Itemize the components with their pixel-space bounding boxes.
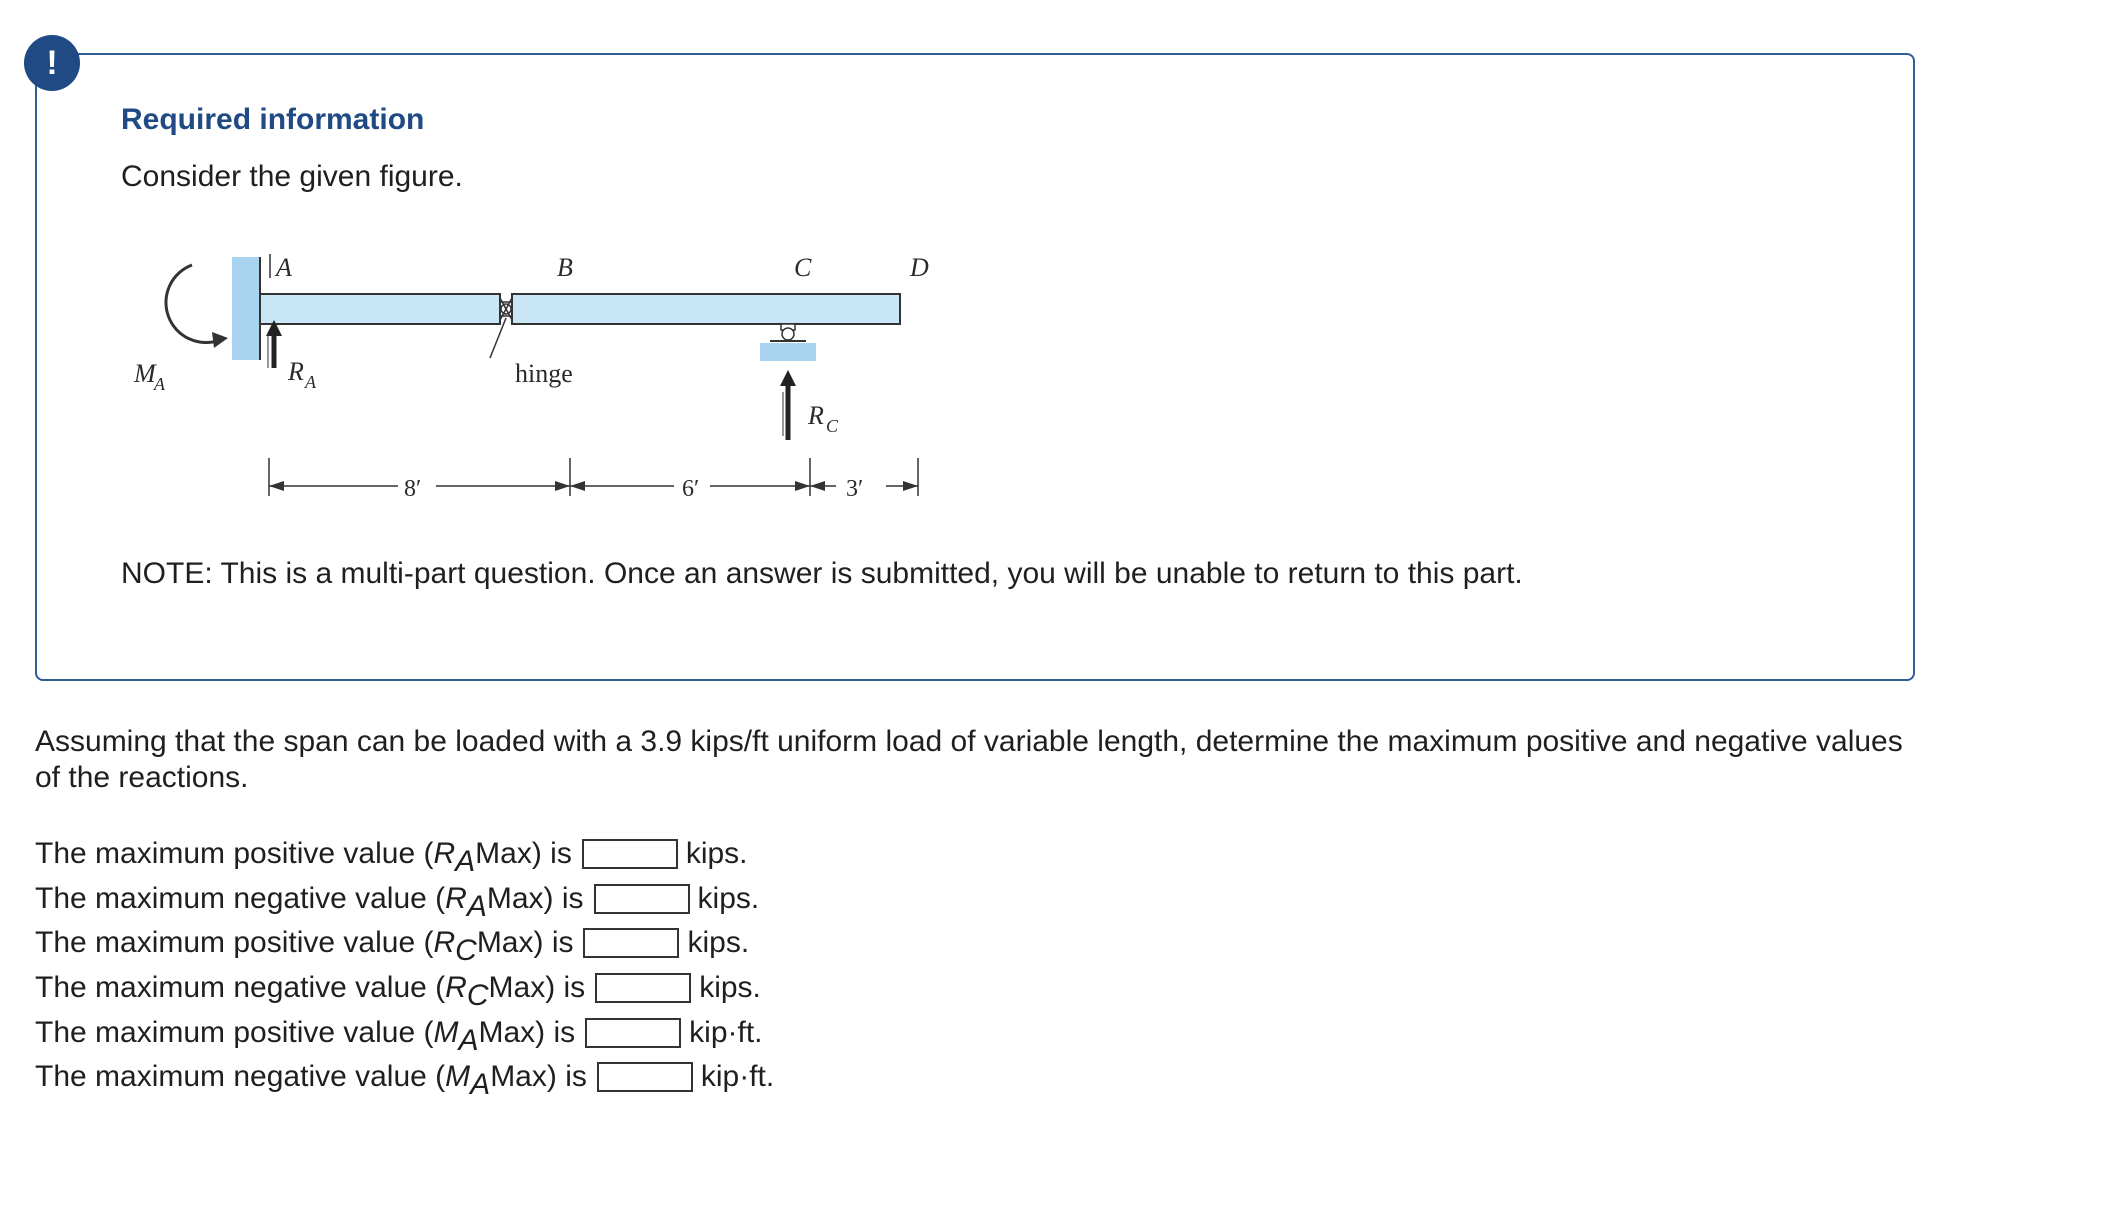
answer-symbol-sub: A: [455, 845, 476, 879]
problem-statement: Assuming that the span can be loaded with a 3.9 kips/ft uniform load of variable length, determine the maximum positive and negative values of the reactions.: [35, 725, 1903, 794]
note-text: NOTE: This is a multi-part question. Once an answer is submitted, you will be unable to return to this part.: [121, 557, 1523, 590]
label-point-c: C: [794, 253, 812, 282]
answer-suffix: Max) is: [488, 971, 586, 1005]
answer-symbol-sub: A: [458, 1023, 479, 1057]
beam-figure: [120, 240, 980, 530]
answer-suffix: Max) is: [478, 1015, 576, 1049]
label-moment-sub: A: [154, 374, 165, 394]
ra-max-positive-input[interactable]: [582, 839, 678, 869]
ra-max-negative-input[interactable]: [594, 884, 690, 914]
label-ra: R: [288, 357, 304, 386]
answer-row-ma-max-positive: [35, 1010, 774, 1055]
answer-row-ma-max-negative: [35, 1055, 774, 1100]
answer-unit: kips.: [699, 971, 761, 1005]
moment-arrowhead: [212, 332, 228, 348]
answer-suffix: Max) is: [490, 1060, 587, 1094]
label-ra-sub: A: [305, 372, 316, 392]
answer-prefix: The maximum positive value (: [35, 837, 434, 871]
answer-symbol: R: [445, 971, 467, 1005]
answer-symbol-sub: A: [466, 889, 487, 923]
answer-prefix: The maximum positive value (: [35, 926, 434, 960]
answer-prefix: The maximum positive value (: [35, 1015, 434, 1049]
label-rc: R: [808, 401, 824, 430]
label-point-a: A: [276, 253, 292, 282]
answer-unit: kip·ft.: [689, 1015, 763, 1049]
answer-row-ra-max-positive: [35, 832, 774, 877]
answer-symbol-sub: C: [455, 934, 477, 968]
rc-max-negative-input[interactable]: [595, 973, 691, 1003]
answer-symbol-sub: A: [470, 1068, 491, 1102]
label-hinge: hinge: [515, 359, 573, 388]
answer-row-ra-max-negative: [35, 877, 774, 922]
answer-row-rc-max-positive: [35, 921, 774, 966]
dimension-ab: 8′: [404, 476, 422, 502]
fixed-wall: [232, 257, 260, 360]
ma-max-negative-input[interactable]: [597, 1062, 693, 1092]
answer-unit: kips.: [687, 926, 750, 960]
moment-arrow-icon: [166, 265, 220, 343]
rc-max-positive-input[interactable]: [583, 928, 679, 958]
answer-prefix: The maximum negative value (: [35, 881, 446, 915]
answer-symbol: R: [433, 837, 456, 871]
answer-row-rc-max-negative: [35, 966, 774, 1011]
answer-suffix: Max) is: [486, 881, 584, 915]
answer-symbol: R: [445, 881, 467, 915]
card-intro: Consider the given figure.: [121, 160, 463, 193]
answer-prefix: The maximum negative value (: [35, 1060, 446, 1094]
answer-symbol-sub: C: [466, 979, 489, 1013]
answer-symbol: M: [445, 1060, 471, 1094]
answer-symbol: M: [433, 1015, 459, 1049]
answer-unit: kips.: [685, 837, 748, 871]
ma-max-positive-input[interactable]: [585, 1018, 681, 1048]
answer-list: [35, 832, 774, 1100]
answer-suffix: Max) is: [476, 926, 574, 960]
beam-segment-bd: [512, 294, 900, 324]
answer-unit: kips.: [697, 881, 760, 915]
dimension-bc: 6′: [682, 476, 700, 502]
label-moment: M: [134, 359, 156, 388]
alert-icon: !: [24, 35, 80, 91]
answer-prefix: The maximum negative value (: [35, 971, 446, 1005]
answer-suffix: Max) is: [475, 837, 572, 871]
label-point-b: B: [557, 253, 573, 282]
beam-segment-ab: [260, 294, 500, 324]
label-point-d: D: [910, 253, 929, 282]
dimension-cd: 3′: [846, 476, 864, 502]
label-rc-sub: C: [826, 416, 839, 436]
card-title: Required information: [121, 103, 425, 136]
answer-unit: kip·ft.: [700, 1060, 775, 1094]
answer-symbol: R: [433, 926, 456, 960]
